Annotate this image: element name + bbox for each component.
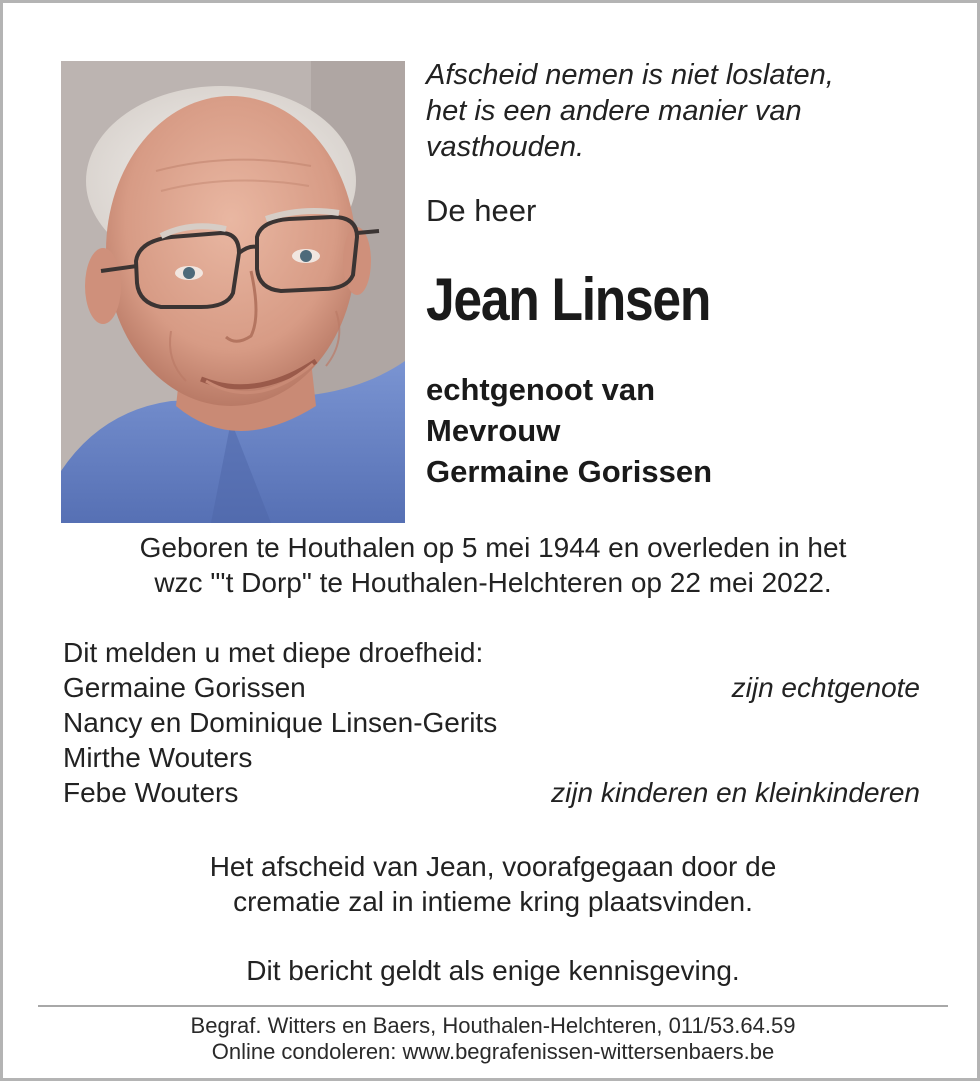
family-relation: zijn kinderen en kleinkinderen [551, 777, 920, 808]
deceased-name: Jean Linsen [426, 266, 711, 333]
spouse-info [426, 369, 712, 492]
quote-line: vasthouden. [426, 131, 585, 163]
funeral-home-footer [3, 1013, 980, 1065]
family-intro: Dit melden u met diepe droefheid: [63, 637, 484, 668]
farewell-info [3, 849, 980, 919]
death-line: wzc "'t Dorp" te Houthalen-Helchteren op 22 mei 2022. [154, 567, 832, 598]
birth-death-info [3, 530, 980, 600]
farewell-line: crematie zal in intieme kring plaatsvinden. [233, 886, 753, 917]
honorific: De heer [426, 193, 537, 228]
family-row [63, 775, 923, 810]
family-member-name: Febe Wouters [63, 777, 239, 808]
portrait-photo [61, 61, 405, 523]
family-member-name: Germaine Gorissen [63, 672, 306, 703]
family-member-name: Nancy en Dominique Linsen-Gerits [63, 707, 498, 738]
birth-line: Geboren te Houthalen op 5 mei 1944 en overleden in het [139, 532, 847, 563]
quote-line: het is een andere manier van [426, 95, 802, 127]
divider [38, 1005, 948, 1007]
notice-text: Dit bericht geldt als enige kennisgeving. [246, 955, 740, 986]
family-relation: zijn echtgenote [731, 672, 920, 703]
family-list [63, 635, 923, 810]
spouse-line: Mevrouw [426, 413, 561, 448]
spouse-line: echtgenoot van [426, 372, 656, 407]
family-row [63, 740, 923, 775]
quote [426, 57, 946, 165]
spouse-line: Germaine Gorissen [426, 454, 713, 489]
online-condolence-link: Online condoleren: www.begrafenissen-wittersenbaers.be [211, 1039, 775, 1064]
farewell-line: Het afscheid van Jean, voorafgegaan door de [209, 851, 777, 882]
family-row [63, 705, 923, 740]
family-member-name: Mirthe Wouters [63, 742, 253, 773]
quote-line: Afscheid nemen is niet loslaten, [426, 59, 834, 91]
funeral-home-contact: Begraf. Witters en Baers, Houthalen-Helchteren, 011/53.64.59 [190, 1013, 796, 1038]
family-row [63, 670, 923, 705]
